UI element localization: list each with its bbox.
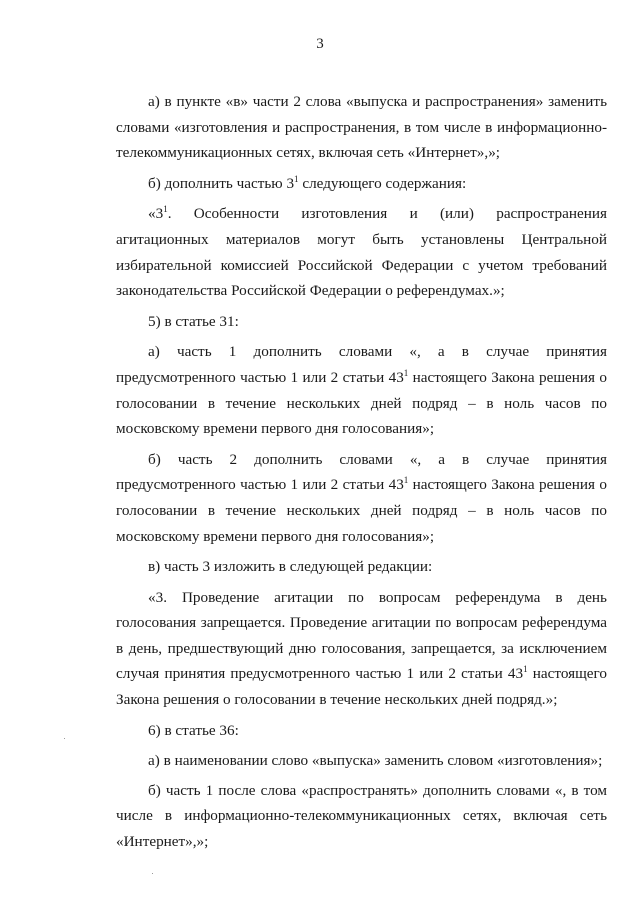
document-body — [116, 89, 607, 860]
superscript: 1 — [403, 367, 409, 378]
paragraph-8-text: «3. Проведение агитации по вопросам референдума в день голосования запрещается. Проведение агитации по вопросам референдума в день, предшествующий дню голосования, запрещается, за исключением случая принятия предусмотренного частью 1 или 2 статьи 43 — [116, 588, 607, 683]
paragraph-10: а) в наименовании слово «выпуска» заменить словом «изготовления»; — [148, 752, 603, 770]
paragraph-2-text-end: следующего содержания: — [298, 174, 467, 192]
superscript: 1 — [523, 664, 528, 675]
paragraph-8-text-end: настоящего Закона решения о голосовании в течение нескольких дней подряд.»; — [116, 665, 607, 709]
superscript: 1 — [403, 475, 409, 486]
scan-speck — [64, 738, 65, 739]
paragraph-6-text-end: настоящего Закона решения о голосовании в течение нескольких дней подряд – в ноль часов по московскому времени первого дня голосования»; — [116, 476, 607, 545]
superscript: 1 — [294, 173, 299, 184]
paragraph-7: в) часть 3 изложить в следующей редакции: — [148, 558, 433, 576]
paragraph-4: 5) в статье 31: — [148, 312, 239, 330]
paragraph-3-text-end: . Особенности изготовления и (или) распространения агитационных материалов могут быть установлены Центральной избирательной комиссией Российской Федерации с учетом требований законодательства Российской Федерации о референдумах.»; — [116, 205, 607, 300]
paragraph-1: а) в пункте «в» части 2 слова «выпуска и распространения» заменить словами «изготовления и распространения, в том числе в информационно-телекоммуникационных сетях, включая сеть «Интернет»,»; — [116, 93, 607, 162]
paragraph-5-text: а) часть 1 дополнить словами «, а в случае принятия предусмотренного частью 1 или 2 статьи 43 — [116, 343, 607, 386]
paragraph-5 — [116, 339, 607, 441]
paragraph-3-text: «3 — [148, 205, 164, 223]
superscript: 1 — [163, 204, 168, 215]
paragraph-2 — [116, 171, 607, 197]
paragraph-8 — [116, 585, 607, 713]
paragraph-11: б) часть 1 после слова «распространять» дополнить словами «, в том числе в информационно-телекоммуникационных сетях, включая сеть «Интернет»,»; — [116, 781, 607, 851]
paragraph-3 — [116, 201, 607, 303]
paragraph-9: 6) в статье 36: — [148, 721, 239, 739]
paragraph-5-text-end: настоящего Закона решения о голосовании в течение нескольких дней подряд – в ноль часов по московскому времени первого дня голосования»; — [116, 368, 607, 438]
paragraph-6 — [116, 447, 607, 549]
scan-speck — [152, 873, 153, 874]
paragraph-2-text: б) дополнить частью 3 — [148, 174, 295, 192]
paragraph-6-text: б) часть 2 дополнить словами «, а в случае принятия предусмотренного частью 1 или 2 статьи 43 — [116, 450, 607, 494]
page-number: 3 — [316, 36, 324, 52]
